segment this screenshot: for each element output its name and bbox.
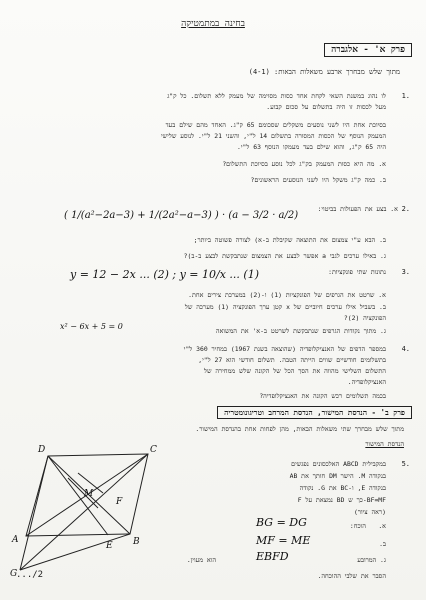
line-de bbox=[48, 456, 108, 535]
q4-line: האנציקלופדיה. bbox=[347, 378, 386, 386]
q1-line: מעל לכסות זו היה בתשלום על סכום קבוע. bbox=[266, 103, 386, 111]
q4-line: בכמה תשלומים רכש הקונה את האנציקלופדיה? bbox=[259, 392, 386, 400]
q1-line: א. מה היא כסות המעמק בק"ג לכל נוסע בסיוכת התשלום? bbox=[222, 160, 386, 168]
q1-line: לו נהוג במשנת השאי לקחת אחד כסות מסוימה של מעמק ללא תשלום. כל ק"ג bbox=[167, 92, 386, 100]
vertex-label: D bbox=[38, 445, 46, 455]
q5-prove-label: הוכח: bbox=[349, 522, 366, 530]
part-b-heading-text: פרק ב' - הנדסת המישור, הנדסת המרחב וטריגונומטריה bbox=[217, 406, 412, 419]
q3-intro: נתונות שתי פונקציות: bbox=[328, 268, 386, 276]
q4-line: בתשלומים חודשיים שווים הייתה הטבה. תשלום חודשי הוא 27 ל"י, bbox=[198, 356, 386, 364]
q2-line: ג. באילו ערכים לגבי a אפשר לבצע את הצמצום שנתבקשת לבצע ב-ב)? bbox=[183, 252, 386, 260]
part-b-subheading: הנדסת המישור bbox=[365, 440, 404, 448]
q5-note: הסבר את שלבי ההוכחה. bbox=[317, 572, 386, 580]
q1-line: בסיוכת אחת היו לשני נוסעים משקלים שסכומם 65 ק"ג. האחד מהם שילם בעד bbox=[165, 121, 386, 129]
page-title: בחינה במתמטיקה bbox=[181, 19, 245, 29]
q5-item-suffix: הוא מעוין. bbox=[186, 556, 216, 564]
vertex-label: C bbox=[150, 445, 157, 455]
q5-item-tag: א. bbox=[378, 522, 386, 530]
q5-number: 5. bbox=[401, 460, 410, 468]
q5-item-eq: BG = DG bbox=[256, 516, 307, 529]
q3-equation: x² − 6x + 5 = 0 bbox=[60, 322, 123, 331]
q5-line: בנקודה E, ו-BC את G. נקודה bbox=[299, 484, 386, 492]
q4-line: במספר הדפים של האנציקלופדיה (שהוצאה בשנת 1967) במחיר 360 ל"י bbox=[183, 345, 386, 353]
q1-number: 1. bbox=[401, 92, 410, 100]
q5-item-tag: ב. bbox=[379, 540, 386, 548]
part-b-heading bbox=[217, 408, 412, 417]
q4-number: 4. bbox=[401, 345, 410, 353]
q3-line: א. שרטט את הגרפים של הפונקציות (1) ו-(2) במערכת צירים אחת. bbox=[188, 291, 386, 299]
q3-line: ג. מתוך נקודות הגרפים שנתבקשת לשרטט ב-א' את המשואה bbox=[215, 327, 386, 335]
vertex-label: M bbox=[84, 489, 94, 499]
q3-number: 3. bbox=[401, 268, 410, 276]
q1-line: המעמק הנוסף של הכסות המסורה בתשלום 14 ל"י, והשני 21 ל"י. לנוסע שלישי bbox=[160, 132, 386, 140]
q4-line: התשלום השלישי מהווה את הסך הכל של הקונה שלש ממחירה של bbox=[203, 367, 386, 375]
line-dg bbox=[20, 456, 48, 570]
q3-formula: y = 12 − 2x ... (2) ; y = 10/x ... (1) bbox=[70, 268, 259, 281]
q5-item-tag: ג. המרובע bbox=[357, 556, 386, 564]
q1-line: היה 65 ק"ג, והוא שילם בעד מעמקו הנוסף 63 ל"י. bbox=[237, 143, 386, 151]
parallelogram-diagram bbox=[8, 438, 178, 578]
scribble bbox=[68, 478, 98, 508]
part-a-heading-text: פרק א' - אלגברה bbox=[324, 43, 412, 57]
q5-item-eq: EBFD bbox=[256, 550, 289, 563]
q2-line: ב. הבא ע"י צמצום את התוצאה שקיבלת ב-א) לצורה פשוטה ביותר; bbox=[193, 236, 386, 244]
vertex-label: B bbox=[133, 537, 140, 547]
q1-line: ב. כמה ק"ג משקל היו לשני הנוסעים הראשונים? bbox=[250, 176, 386, 184]
part-a-heading bbox=[324, 44, 412, 55]
vertex-label: F bbox=[116, 497, 123, 507]
line-gc bbox=[20, 454, 148, 570]
part-b-instruction: מתוך שלש מבחרך שתי משאלות הבאות, מהן לפחות אחת בהנדסת המישור. bbox=[195, 425, 404, 433]
q2-number: 2. bbox=[401, 205, 410, 213]
vertex-label: E bbox=[106, 541, 113, 551]
q5-line: F נמצאת על BD כך ש-BF=MF bbox=[297, 496, 386, 504]
q5-line: במקבילית ABCD האלכסונים נפגשים bbox=[291, 460, 386, 468]
part-a-instruction: מתוך שלש מבחרך ארבע משאלות הבאות: (4-1) bbox=[248, 68, 400, 76]
q3-line: ב. בשביל אילו ערכים חיוביים של x קטן ערך הפונקציה (1) מערכה של bbox=[184, 303, 386, 311]
vertex-label: A bbox=[12, 535, 19, 545]
q3-line: הפונקציה (2)? bbox=[343, 314, 386, 322]
vertex-label: G bbox=[10, 569, 18, 578]
q2-part-a: א. בצע את הפעולות בביטוי: bbox=[317, 205, 398, 213]
line-gb bbox=[20, 534, 130, 570]
q5-item-eq: MF = ME bbox=[256, 534, 311, 547]
page-number: .../2 bbox=[16, 570, 44, 580]
q5-line: (ראה ציור) bbox=[354, 508, 386, 516]
q5-line: בנקודה M. הישר DM חותך את AB bbox=[289, 472, 386, 480]
q2-formula: ( 1/(a²−2a−3) + 1/(2a²−a−3) ) · (a − 3/2 · a/2) bbox=[64, 210, 299, 221]
